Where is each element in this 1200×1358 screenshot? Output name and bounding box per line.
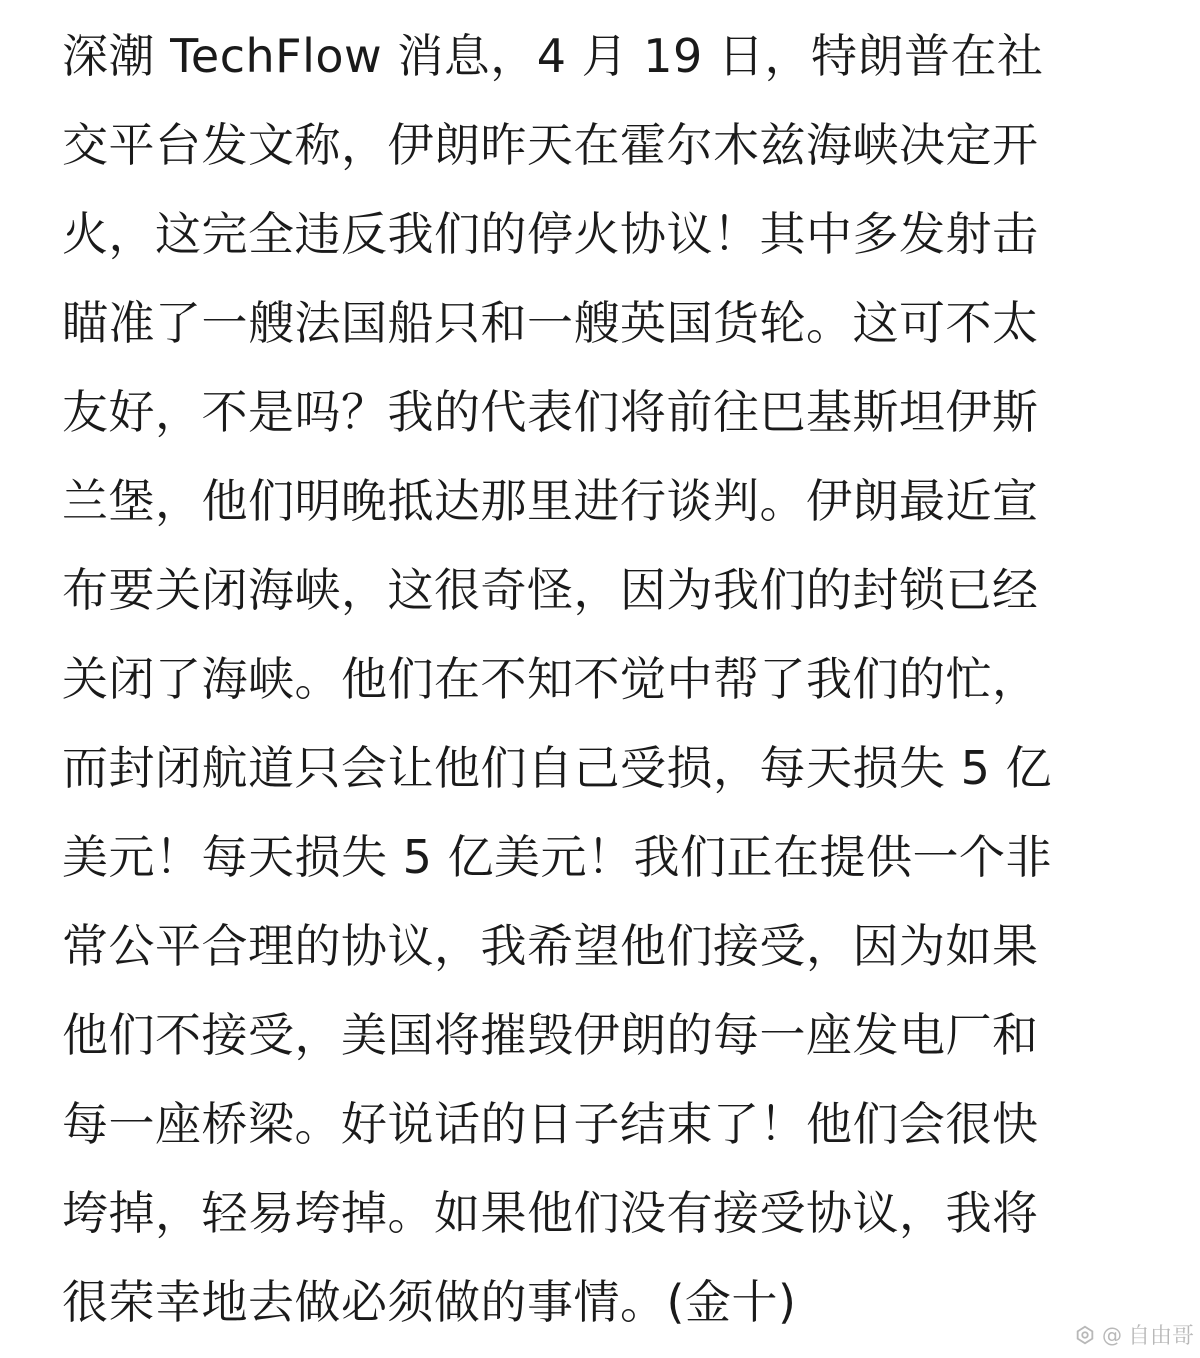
article-line: 瞄准了一艘法国船只和一艘英国货轮。这可不太 [62,296,1039,350]
article-line: 交平台发文称，伊朗昨天在霍尔木兹海峡决定开 [62,118,1039,172]
article-line: 而封闭航道只会让他们自己受损，每天损失 5 亿 [62,741,1053,795]
article-line: 深潮 TechFlow 消息，4 月 19 日，特朗普在社 [62,29,1044,83]
article-line: 常公平合理的协议，我希望他们接受，因为如果 [62,919,1039,973]
watermark-author: 自由哥 [1127,1324,1194,1349]
article-line: 垮掉，轻易垮掉。如果他们没有接受协议，我将 [62,1186,1039,1240]
article-line: 火，这完全违反我们的停火协议！其中多发射击 [62,207,1039,261]
article-body [62,12,1138,1347]
article-line: 兰堡，他们明晚抵达那里进行谈判。伊朗最近宣 [62,474,1039,528]
platform-logo-icon [1074,1324,1096,1346]
watermark-at-symbol: @ [1101,1322,1122,1347]
watermark [1074,1319,1194,1350]
article-line: 每一座桥梁。好说话的日子结束了！他们会很快 [62,1097,1039,1151]
article-line: 很荣幸地去做必须做的事情。(金十) [62,1275,797,1329]
article-line: 他们不接受，美国将摧毁伊朗的每一座发电厂和 [62,1008,1039,1062]
article-line: 美元！每天损失 5 亿美元！我们正在提供一个非 [62,830,1053,884]
article-line: 友好，不是吗？我的代表们将前往巴基斯坦伊斯 [62,385,1039,439]
article-line: 布要关闭海峡，这很奇怪，因为我们的封锁已经 [62,563,1039,617]
article-line: 关闭了海峡。他们在不知不觉中帮了我们的忙， [62,652,1039,706]
